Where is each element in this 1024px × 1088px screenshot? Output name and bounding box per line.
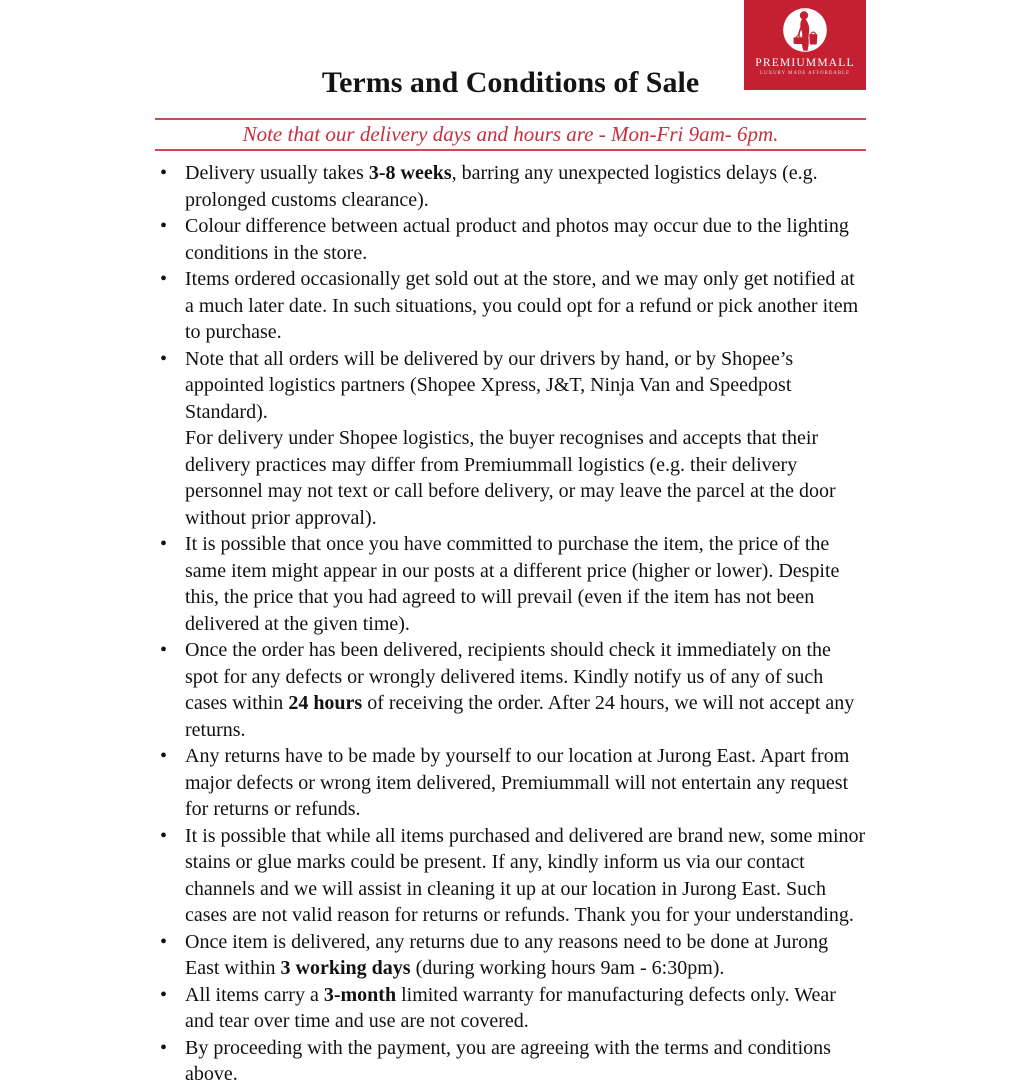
terms-bullet: • Any returns have to be made by yourself to our location at Jurong East. Apart from major defects or wrong item delivered, Premiummall will not entertain any request for returns or refunds. <box>155 743 866 823</box>
page-title: Terms and Conditions of Sale <box>321 66 700 99</box>
terms-bullet: • All items carry a 3-month limited warranty for manufacturing defects only. Wear and tear over time and use are not covered. <box>155 982 866 1035</box>
terms-list <box>155 160 866 1088</box>
terms-bullet: • Delivery usually takes 3-8 weeks, barring any unexpected logistics delays (e.g. prolonged customs clearance). <box>155 160 866 213</box>
brand-tagline: LUXURY MADE AFFORDABLE <box>760 71 850 76</box>
terms-bullet: • It is possible that while all items purchased and delivered are brand new, some minor stains or glue marks could be present. If any, kindly inform us via our contact channels and we will assist in cleaning it up at our location in Jurong East. Such cases are not valid reason for returns or refunds. Thank you for your understanding. <box>155 823 866 929</box>
terms-bullet: • Once item is delivered, any returns due to any reasons need to be done at Jurong East within 3 working days (during working hours 9am - 6:30pm). <box>155 929 866 982</box>
brand-name: PREMIUMMALL <box>755 57 855 69</box>
document-body <box>155 0 866 1088</box>
terms-bullet: • It is possible that once you have committed to purchase the item, the price of the same item might appear in our posts at a different price (higher or lower). Despite this, the price that you had agreed to will prevail (even if the item has not been delivered at the given time). <box>155 531 866 637</box>
terms-bullet: • Colour difference between actual product and photos may occur due to the lighting conditions in the store. <box>155 213 866 266</box>
terms-bullet: • Note that all orders will be delivered by our drivers by hand, or by Shopee’s appointed logistics partners (Shopee Xpress, J&T, Ninja Van and Speedpost Standard). For delivery under Shopee logistics, the buyer recognises and accepts that their delivery practices may differ from Premiummall logistics (e.g. their delivery personnel may not text or call before delivery, or may leave the parcel at the door without prior approval). <box>155 346 866 532</box>
terms-bullet: • Items ordered occasionally get sold out at the store, and we may only get notified at a much later date. In such situations, you could opt for a refund or pick another item to purchase. <box>155 266 866 346</box>
delivery-note: Note that our delivery days and hours are - Mon-Fri 9am- 6pm. <box>242 122 779 146</box>
delivery-note-band <box>155 118 866 151</box>
terms-bullet: • Once the order has been delivered, recipients should check it immediately on the spot for any defects or wrongly delivered items. Kindly notify us of any of such cases within 24 hours of receiving the order. After 24 hours, we will not accept any returns. <box>155 637 866 743</box>
bottom-rule <box>155 149 866 151</box>
terms-bullet: • By proceeding with the payment, you are agreeing with the terms and conditions above. <box>155 1035 866 1088</box>
